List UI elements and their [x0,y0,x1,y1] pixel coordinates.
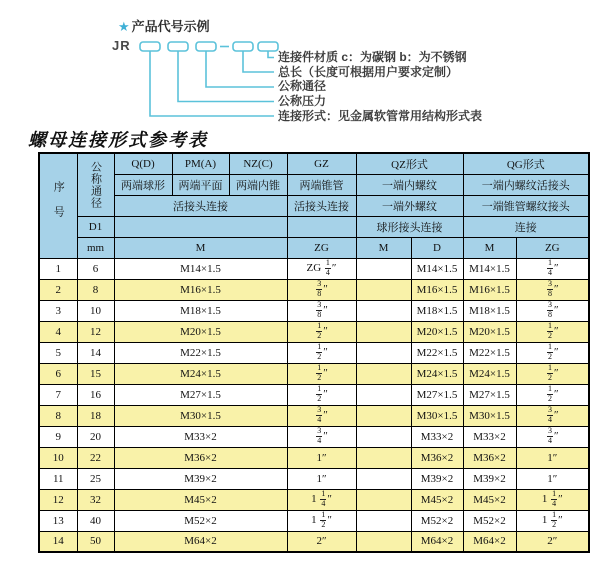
header-qg-end2: 一端锥管螺纹接头 [463,195,589,216]
cell-qz-d: M52×2 [411,510,463,531]
cell-qg-m: M64×2 [463,531,516,552]
cell-seq: 14 [39,531,77,552]
cell-zg: 1″ [287,468,356,489]
cell-seq: 1 [39,258,77,279]
cell-qz-m [356,531,411,552]
table-row [39,510,589,531]
cell-qz-d: M45×2 [411,489,463,510]
cell-m: M52×2 [114,510,287,531]
cell-qz-m [356,405,411,426]
cell-mm: 22 [77,447,114,468]
header-union-connection: 活接头连接 [114,195,287,216]
cell-qg-zg: 1″ [516,468,589,489]
cell-seq: 4 [39,321,77,342]
cell-qg-m: M52×2 [463,510,516,531]
cell-qg-zg: 1″ [516,447,589,468]
header-empty-qpmnz [114,216,287,237]
header-qz-connection: 球形接头连接 [356,216,463,237]
cell-m: M24×1.5 [114,363,287,384]
header-gz-connection: 活接头连接 [287,195,356,216]
cell-qz-m [356,426,411,447]
table-title: 螺母连接形式参考表 [28,130,208,151]
product-code-prefix: JR [112,38,131,53]
cell-zg: 1″ [287,447,356,468]
code-label-connection-form: 连接形式：见金属软管常用结构形式表 [278,108,483,123]
header-m-qg: M [463,237,516,258]
table-row [39,300,589,321]
col-header-seq: 序号 [39,153,77,258]
cell-m: M33×2 [114,426,287,447]
table-row [39,279,589,300]
cell-zg: ZG $\frac{1}{4}$ ″ [287,258,356,279]
cell-m: M22×1.5 [114,342,287,363]
cell-zg: 1 $\frac{1}{4}$ ″ [287,489,356,510]
cell-qg-m: M27×1.5 [463,384,516,405]
col-header-nz: NZ(C) [229,153,287,174]
cell-mm: 14 [77,342,114,363]
cell-qg-zg: $\frac{1}{2}$ ″ [516,342,589,363]
header-zg-qg: ZG [516,237,589,258]
cell-seq: 13 [39,510,77,531]
cell-mm: 16 [77,384,114,405]
cell-qg-m: M24×1.5 [463,363,516,384]
table-row [39,489,589,510]
header-qg-connection: 连接 [463,216,589,237]
cell-qg-zg: 1 $\frac{1}{4}$ ″ [516,489,589,510]
cell-qg-m: M16×1.5 [463,279,516,300]
cell-qg-zg: $\frac{1}{2}$ ″ [516,384,589,405]
cell-seq: 8 [39,405,77,426]
cell-mm: 8 [77,279,114,300]
cell-qz-m [356,363,411,384]
cell-seq: 9 [39,426,77,447]
cell-zg: $\frac{1}{2}$ ″ [287,363,356,384]
cell-qg-m: M33×2 [463,426,516,447]
cell-mm: 25 [77,468,114,489]
cell-qz-m [356,447,411,468]
cell-qg-m: M22×1.5 [463,342,516,363]
cell-qz-m [356,384,411,405]
cell-qz-d: M64×2 [411,531,463,552]
cell-seq: 11 [39,468,77,489]
header-qg-end1: 一端内螺纹活接头 [463,174,589,195]
col-header-gz: GZ [287,153,356,174]
header-q-ends: 两端球形 [114,174,172,195]
header-qz-end2: 一端外螺纹 [356,195,463,216]
code-label-material: 连接件材质 c：为碳钢 b：为不锈钢 [278,50,467,64]
table-row [39,426,589,447]
cell-qz-m [356,321,411,342]
cell-zg: 2″ [287,531,356,552]
cell-qz-d: M18×1.5 [411,300,463,321]
cell-seq: 7 [39,384,77,405]
table-row [39,258,589,279]
cell-zg: $\frac{3}{4}$ ″ [287,405,356,426]
header-m-qz: M [356,237,411,258]
cell-qz-d: M14×1.5 [411,258,463,279]
cell-qg-zg: 2″ [516,531,589,552]
cell-qg-m: M18×1.5 [463,300,516,321]
cell-qz-d: M16×1.5 [411,279,463,300]
cell-zg: $\frac{1}{2}$ ″ [287,342,356,363]
header-gz-ends: 两端锥管 [287,174,356,195]
cell-m: M27×1.5 [114,384,287,405]
header-mm: mm [77,237,114,258]
cell-m: M30×1.5 [114,405,287,426]
cell-seq: 5 [39,342,77,363]
cell-qg-m: M39×2 [463,468,516,489]
table-row [39,405,589,426]
cell-seq: 12 [39,489,77,510]
cell-zg: 1 $\frac{1}{2}$ ″ [287,510,356,531]
code-label-nominal-pressure: 公称压力 [278,94,327,109]
table-row [39,531,589,552]
cell-qz-d: M33×2 [411,426,463,447]
star-icon: ★ [118,19,130,34]
cell-m: M36×2 [114,447,287,468]
cell-qg-m: M30×1.5 [463,405,516,426]
cell-mm: 10 [77,300,114,321]
code-label-nominal-diameter: 公称通径 [278,79,327,94]
cell-qz-d: M22×1.5 [411,342,463,363]
cell-qz-d: M20×1.5 [411,321,463,342]
cell-qg-zg: $\frac{1}{4}$ ″ [516,258,589,279]
header-nz-ends: 两端内锥 [229,174,287,195]
table-row [39,447,589,468]
cell-mm: 12 [77,321,114,342]
cell-qz-d: M27×1.5 [411,384,463,405]
cell-qz-m [356,468,411,489]
cell-qg-zg: $\frac{1}{2}$ ″ [516,363,589,384]
cell-qz-m [356,300,411,321]
cell-m: M45×2 [114,489,287,510]
header-d-qz: D [411,237,463,258]
cell-m: M20×1.5 [114,321,287,342]
header-pm-ends: 两端平面 [172,174,229,195]
col-header-pm: PM(A) [172,153,229,174]
cell-seq: 6 [39,363,77,384]
cell-qz-d: M39×2 [411,468,463,489]
cell-mm: 40 [77,510,114,531]
cell-qg-m: M45×2 [463,489,516,510]
cell-qg-zg: $\frac{3}{4}$ ″ [516,426,589,447]
cell-mm: 32 [77,489,114,510]
cell-mm: 50 [77,531,114,552]
cell-m: M39×2 [114,468,287,489]
cell-mm: 6 [77,258,114,279]
col-header-nominal-diameter: 公称通径 [77,153,114,216]
cell-qz-d: M30×1.5 [411,405,463,426]
cell-qg-zg: $\frac{3}{4}$ ″ [516,405,589,426]
header-empty-gz [287,216,356,237]
table-row [39,384,589,405]
cell-seq: 3 [39,300,77,321]
table-header [39,153,589,258]
table-row [39,468,589,489]
cell-qz-m [356,489,411,510]
cell-qg-m: M20×1.5 [463,321,516,342]
cell-qz-m [356,510,411,531]
cell-qg-m: M14×1.5 [463,258,516,279]
cell-qz-d: M36×2 [411,447,463,468]
cell-zg: $\frac{1}{2}$ ″ [287,321,356,342]
cell-zg: $\frac{3}{4}$ ″ [287,426,356,447]
cell-qg-zg: $\frac{1}{2}$ ″ [516,321,589,342]
col-header-qz: QZ形式 [356,153,463,174]
cell-qz-m [356,342,411,363]
cell-qg-zg: 1 $\frac{1}{2}$ ″ [516,510,589,531]
table-row [39,363,589,384]
header-m-main: M [114,237,287,258]
header-qz-end1: 一端内螺纹 [356,174,463,195]
cell-qg-m: M36×2 [463,447,516,468]
cell-m: M16×1.5 [114,279,287,300]
nut-connection-reference-table [38,152,590,553]
table-body [39,258,589,552]
header-zg-gz: ZG [287,237,356,258]
cell-m: M64×2 [114,531,287,552]
code-labels [278,50,482,123]
cell-qg-zg: $\frac{3}{8}$ ″ [516,300,589,321]
cell-qz-d: M24×1.5 [411,363,463,384]
header-d1: D1 [77,216,114,237]
cell-zg: $\frac{3}{8}$ ″ [287,279,356,300]
cell-qg-zg: $\frac{3}{8}$ ″ [516,279,589,300]
table-row [39,342,589,363]
code-label-total-length: 总长（长度可根据用户要求定制） [278,64,459,79]
cell-qz-m [356,258,411,279]
diagram-title-text: 产品代号示例 [131,19,210,34]
col-header-q: Q(D) [114,153,172,174]
cell-m: M18×1.5 [114,300,287,321]
cell-mm: 18 [77,405,114,426]
cell-zg: $\frac{1}{2}$ ″ [287,384,356,405]
cell-seq: 2 [39,279,77,300]
cell-zg: $\frac{3}{8}$ ″ [287,300,356,321]
cell-mm: 15 [77,363,114,384]
cell-m: M14×1.5 [114,258,287,279]
cell-mm: 20 [77,426,114,447]
cell-seq: 10 [39,447,77,468]
col-header-qg: QG形式 [463,153,589,174]
cell-qz-m [356,279,411,300]
table-row [39,321,589,342]
